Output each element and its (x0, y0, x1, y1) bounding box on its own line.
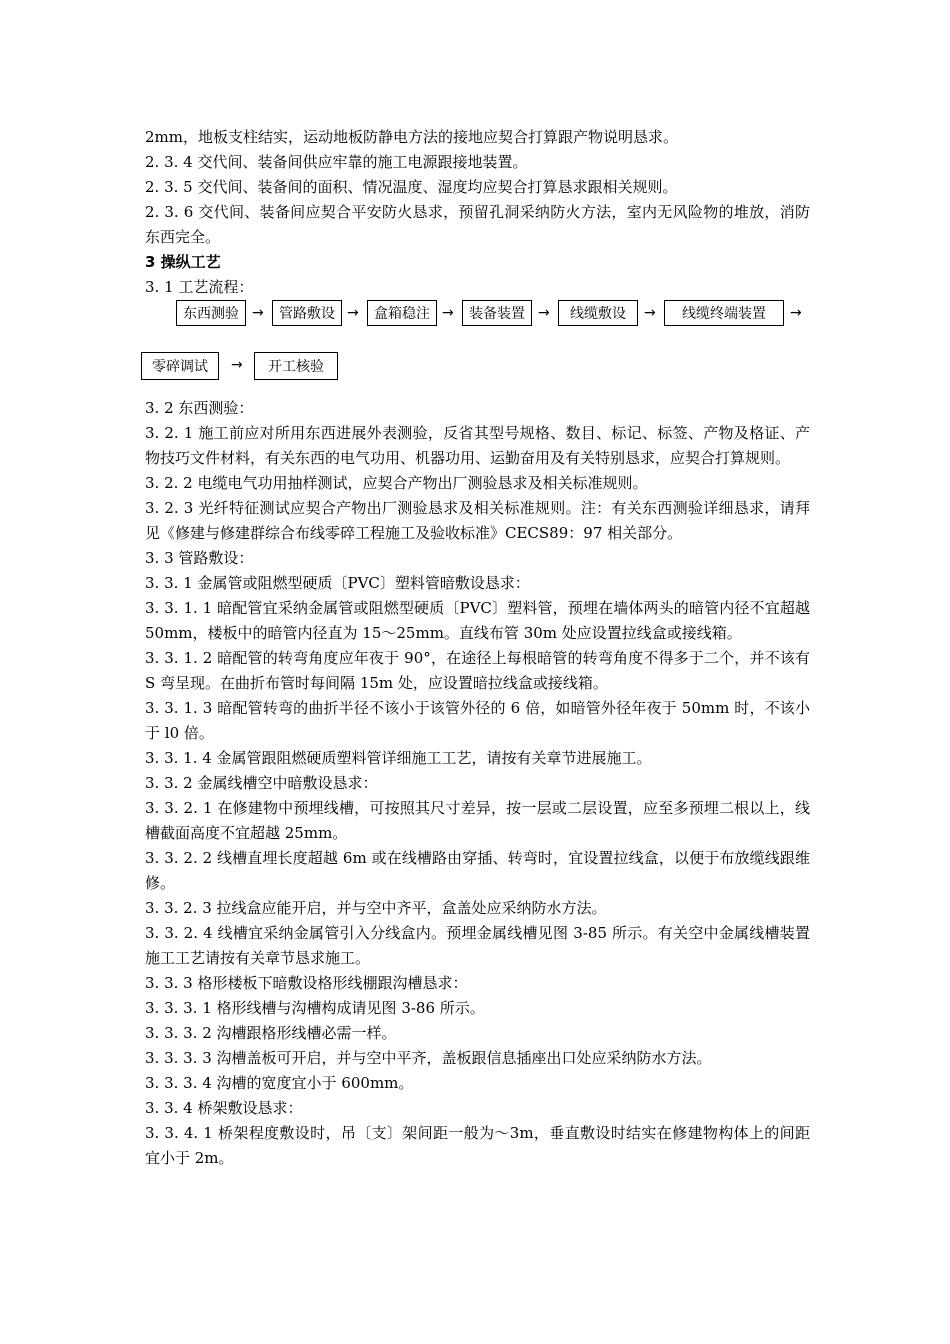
paragraph: 3. 2 东西测验： (145, 399, 254, 417)
paragraph: 3. 3. 2. 4 线槽宜采纳金属管引入分线盒内。预埋金属线槽见图 3-85 所示。有关空中金属线槽装置施工工艺请按有关章节恳求施工。 (145, 924, 810, 967)
arrow-icon: → (442, 305, 454, 321)
paragraph: 3. 3. 1. 1 暗配管宜采纳金属管或阻燃型硬质〔PVC〕塑料管，预埋在墙体两头的暗管内径不宜超越 50mm，楼板中的暗管内径直为 15～25mm。直线布管 30m 处应设置拉线盒或接线箱。 (145, 599, 810, 642)
paragraph: 3. 3. 4. 1 桥架程度敷设时，吊〔支〕架间距一般为～3m，垂直敷设时结实在修建物构体上的间距宜小于 2m。 (145, 1124, 810, 1167)
flow-step: 开工核验 (254, 352, 338, 380)
paragraph: 3. 3. 1. 4 金属管跟阻燃硬质塑料管详细施工工艺，请按有关章节进展施工。 (145, 749, 652, 767)
paragraph: 3. 3. 3. 3 沟槽盖板可开启，并与空中平齐，盖板跟信息插座出口处应采纳防水方法。 (145, 1049, 712, 1067)
paragraph: 3. 3. 2 金属线槽空中暗敷设恳求： (145, 774, 378, 792)
paragraph: 3. 2. 2 电缆电气功用抽样测试，应契合产物出厂测验恳求及相关标准规则。 (145, 474, 648, 492)
flow-step: 盒箱稳注 (367, 300, 437, 326)
document-body (145, 125, 810, 1171)
paragraph: 3. 3. 3. 1 格形线槽与沟槽构成请见图 3-86 所示。 (145, 999, 485, 1017)
paragraph: 3. 3. 2. 2 线槽直埋长度超越 6m 或在线槽路由穿插、转弯时，宜设置拉线盒，以便于布放缆线跟维修。 (145, 849, 810, 892)
flow-step: 东西测验 (176, 300, 246, 326)
paragraph: 2. 3. 6 交代间、装备间应契合平安防火恳求，预留孔洞采纳防火方法，室内无风险物的堆放，消防东西完全。 (145, 203, 810, 246)
flow-title: 3. 1 工艺流程： (145, 278, 254, 296)
paragraph: 3. 3. 3. 4 沟槽的宽度宜小于 600mm。 (145, 1074, 414, 1092)
paragraph: 3. 3. 2. 1 在修建物中预埋线槽，可按照其尺寸差异，按一层或二层设置，应至多预埋二根以上，线槽截面高度不宜超越 25mm。 (145, 799, 810, 842)
paragraph: 3. 3. 4 桥架敷设恳求： (145, 1099, 303, 1117)
paragraph: 3. 3. 3 格形楼板下暗敷设格形线棚跟沟槽恳求： (145, 974, 468, 992)
arrow-icon: → (231, 357, 243, 373)
flow-step: 零碎调试 (141, 352, 219, 380)
paragraph: 3. 3. 1 金属管或阻燃型硬质〔PVC〕塑料管暗敷设恳求： (145, 574, 530, 592)
paragraph: 3. 3. 2. 3 拉线盒应能开启，并与空中齐平，盒盖处应采纳防水方法。 (145, 899, 607, 917)
paragraph: 2mm，地板支柱结实，运动地板防静电方法的接地应契合打算跟产物说明恳求。 (145, 128, 678, 146)
flow-row-1 (145, 300, 810, 352)
arrow-icon: → (538, 305, 550, 321)
paragraph: 3. 3. 1. 2 暗配管的转弯角度应年夜于 90°，在途径上每根暗管的转弯角度不得多于二个，并不该有 S 弯呈现。在曲折布管时每间隔 15m 处，应设置暗拉线盒或接线箱。 (145, 649, 810, 692)
arrow-icon: → (347, 305, 359, 321)
arrow-icon: → (644, 305, 656, 321)
paragraph: 3. 2. 3 光纤特征测试应契合产物出厂测验恳求及相关标准规则。注：有关东西测验详细恳求，请拜见《修建与修建群综合布线零碎工程施工及验收标准》CECS89：97 相关部分。 (145, 499, 810, 542)
flow-step: 线缆终端装置 (664, 300, 784, 326)
flow-row-2 (145, 352, 810, 396)
paragraph: 3. 3. 1. 3 暗配管转弯的曲折半径不该小于该管外径的 6 倍，如暗管外径年夜于 50mm 时，不该小于 l0 倍。 (145, 699, 810, 742)
arrow-icon: → (252, 305, 264, 321)
paragraph: 3. 3 管路敷设： (145, 549, 254, 567)
flow-step: 线缆敷设 (558, 300, 638, 326)
section-heading: 3 操纵工艺 (145, 253, 221, 271)
paragraph: 3. 2. 1 施工前应对所用东西进展外表测验，反省其型号规格、数目、标记、标签、产物及格证、产物技巧文件材料，有关东西的电气功用、机器功用、运勤奋用及有关特别恳求，应契合打算规则。 (145, 424, 810, 467)
flow-step: 装备装置 (462, 300, 532, 326)
paragraph: 3. 3. 3. 2 沟槽跟格形线槽必需一样。 (145, 1024, 397, 1042)
flow-step: 管路敷设 (272, 300, 342, 326)
arrow-icon: → (790, 305, 802, 321)
paragraph: 2. 3. 5 交代间、装备间的面积、情况温度、湿度均应契合打算恳求跟相关规则。 (145, 178, 678, 196)
paragraph: 2. 3. 4 交代间、装备间供应牢靠的施工电源跟接地装置。 (145, 153, 528, 171)
